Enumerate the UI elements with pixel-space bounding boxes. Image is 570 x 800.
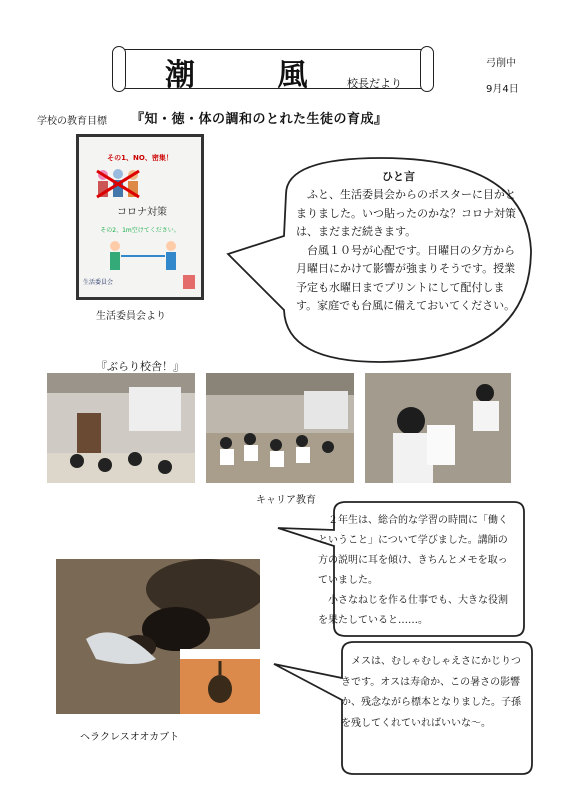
poster-line-1: その1、NO、密集！	[107, 154, 173, 162]
hitokoto-paragraph: ふと、生活委員会からのポスターに目がとまりました。いつ貼ったのかな？コロナ対策は、まだまだ続きます。	[296, 188, 516, 238]
beetle-caption: ヘラクレスオオカブト	[80, 732, 180, 743]
beetle-inset-photo	[180, 649, 260, 714]
crowd-illustration	[93, 167, 143, 199]
poster-caption: 生活委員会より	[96, 311, 166, 322]
covid-poster-photo	[76, 134, 204, 300]
poster-line-3: その2、1m空けてください。	[100, 227, 180, 234]
poster-line-4: 生活委員会	[83, 279, 114, 286]
hitokoto-title: ひと言	[382, 170, 415, 183]
beetle-photo	[56, 559, 260, 714]
school-name: 弓削中	[486, 58, 516, 69]
newsletter-subtitle: 校長だより	[347, 77, 402, 90]
classroom-photo-3	[365, 373, 511, 483]
goal-text: 『知・徳・体の調和のとれた生徒の育成』	[131, 112, 388, 127]
career-bubble-body	[318, 511, 508, 631]
classroom-photo-2	[206, 373, 354, 483]
beetle-bubble-body	[341, 652, 521, 734]
poster-line-2: コロナ対策	[117, 207, 167, 218]
newsletter-title: 潮 風	[165, 58, 344, 93]
career-paragraph: ２年生は、総合的な学習の時間に「働くということ」について学びました。講師の方の説明に耳を傾け、きちんとメモを取っていました。	[318, 515, 508, 586]
distance-illustration	[101, 239, 185, 275]
poster-stamp	[183, 275, 195, 289]
hitokoto-paragraph: 台風１０号が心配です。日曜日の夕方から月曜日にかけて影響が強まりそうです。授業予定も水曜日までプリントにして配付します。家庭でも台風に備えておいてください。	[296, 243, 516, 312]
hitokoto-body	[296, 186, 518, 316]
career-caption: キャリア教育	[256, 495, 316, 506]
career-paragraph: 小さなねじを作る仕事でも、大きな役割を果たしていると……。	[318, 595, 508, 626]
issue-date: 9月4日	[486, 84, 519, 95]
goal-label: 学校の教育目標	[37, 116, 107, 127]
beetle-paragraph: メスは、むしゃむしゃえさにかじりつきです。オスは寿命か、この暑さの影響か、残念ながら標本となりました。子孫を残してくれていればいいな～。	[341, 656, 521, 729]
classroom-photo-1	[47, 373, 195, 483]
photos-title: 『ぶらり校舎！』	[96, 360, 184, 373]
